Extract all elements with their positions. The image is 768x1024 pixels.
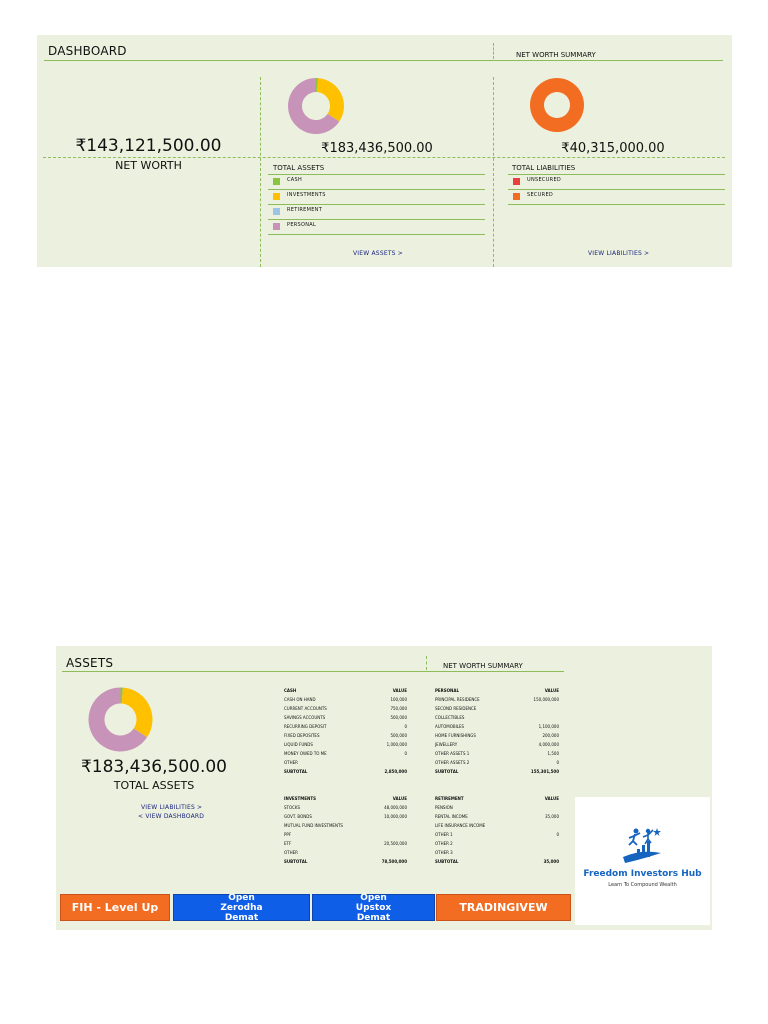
legend-label: RETIREMENT [287,207,323,213]
row-value[interactable]: 200,000 [542,733,559,738]
net-worth-value: ₹143,121,500.00 [75,136,222,156]
row-value[interactable]: 1,000,000 [386,742,407,747]
row-label: RETIREMENT [435,796,464,801]
table-row [284,803,407,812]
row-value[interactable]: 150,000,000 [533,697,559,702]
row-label: ETF [284,841,292,846]
table-row [435,713,559,722]
row-label: SUBTOTAL [284,859,308,864]
row-value[interactable]: 500,000 [390,733,407,738]
row-label: HOME FURNISHINGS [435,733,476,738]
row-label: PRINCIPAL RESIDENCE [435,697,480,702]
legend-item [268,205,485,220]
donut-slice-secured [530,78,584,132]
logo-name: Freedom Investors Hub [583,869,702,879]
row-label: OTHER 3 [435,850,453,855]
total-assets-label: TOTAL ASSETS [113,779,195,792]
legend-swatch [513,178,520,185]
row-label: PENSION [435,805,453,810]
divider [260,77,261,267]
table-row [284,857,407,866]
legend-label: CASH [287,177,303,183]
row-label: LIQUID FUNDS [284,742,313,747]
row-value[interactable]: 0 [556,832,559,837]
row-label: OTHER [284,850,298,855]
row-label: RENTAL INCOME [435,814,468,819]
table-row [284,749,407,758]
retirement-table [435,794,559,866]
row-value[interactable]: 35,000 [543,859,559,864]
total-assets-label: TOTAL ASSETS [273,164,325,172]
donut-slice-investments [317,78,344,121]
row-value[interactable]: VALUE [544,796,559,801]
logo-tagline: Learn To Compound Wealth [608,882,677,888]
table-row [284,830,407,839]
legend-item [268,175,485,190]
personal-table [435,686,559,776]
row-label: SUBTOTAL [284,769,308,774]
row-label: COLLECTIBLES [435,715,465,720]
table-row [284,740,407,749]
total-liabilities-value: ₹40,315,000.00 [561,141,665,156]
table-row [435,848,559,857]
divider [43,157,725,158]
view-liabilities-link[interactable]: VIEW LIABILITIES > [588,250,650,257]
row-label: OTHER 1 [435,832,453,837]
row-label: OTHER ASSETS 1 [435,751,470,756]
table-row [284,731,407,740]
logo-box [575,797,710,925]
divider [426,656,427,670]
total-assets-value: ₹183,436,500.00 [80,757,227,777]
row-value[interactable]: 1,500 [547,751,559,756]
table-row [435,857,559,866]
legend-item [508,190,725,205]
legend-label: UNSECURED [527,177,562,183]
legend-swatch [273,208,280,215]
legend-swatch [273,178,280,185]
row-label: SECOND RESIDENCE [435,706,477,711]
row-label: RECURRING DEPOSIT [284,724,327,729]
net-worth-label: NET WORTH [115,159,182,172]
row-value[interactable]: 78,500,000 [381,859,407,864]
divider [493,77,494,267]
row-label: GOVT. BONDS [284,814,312,819]
view-assets-link[interactable]: VIEW ASSETS > [353,250,404,257]
legend-swatch [273,223,280,230]
row-label: SUBTOTAL [435,769,459,774]
row-label: SUBTOTAL [435,859,459,864]
row-label: INVESTMENTS [284,796,316,801]
table-row [435,803,559,812]
legend-swatch [513,193,520,200]
legend-item [268,220,485,235]
total-liabilities-label: TOTAL LIABILITIES [512,164,576,172]
legend-swatch [273,193,280,200]
table-row [284,695,407,704]
row-label: LIFE INSURANCE INCOME [435,823,486,828]
row-value[interactable]: VALUE [392,688,407,693]
row-value[interactable]: VALUE [392,796,407,801]
assets-donut-chart [286,76,346,136]
row-value[interactable]: 500,000 [390,715,407,720]
table-row [435,740,559,749]
row-label: CASH [284,688,297,693]
row-value[interactable]: 100,000 [390,697,407,702]
table-row [284,794,407,803]
table-row [284,848,407,857]
row-label: STOCKS [284,805,301,810]
open-zerodha-demat-button[interactable]: Open Zerodha Demat [173,894,310,921]
row-value[interactable]: VALUE [544,688,559,693]
table-row [435,794,559,803]
table-row [284,722,407,731]
table-row [284,839,407,848]
liabilities-donut-chart [528,76,586,134]
row-value[interactable]: 1,100,000 [538,724,559,729]
table-row [435,686,559,695]
row-label: AUTOMOBILES [435,724,465,729]
row-value[interactable]: 155,301,500 [530,769,559,774]
row-value[interactable]: 0 [404,751,407,756]
divider [493,43,494,59]
row-value[interactable]: 2,850,000 [384,769,407,774]
table-row [435,767,559,776]
freedom-investors-hub-logo-icon [621,827,663,865]
assets-title: ASSETS [66,656,114,670]
table-row [435,830,559,839]
table-row [435,758,559,767]
view-liabilities-link[interactable]: VIEW LIABILITIES > [141,804,203,811]
row-label: MONEY OWED TO ME [284,751,327,756]
dashboard-title: DASHBOARD [48,44,127,58]
cash-table [284,686,407,776]
assets-panel [56,646,712,930]
row-label: OTHER [284,760,298,765]
table-row [284,812,407,821]
dashboard-panel [37,35,732,267]
net-worth-summary-label: NET WORTH SUMMARY [443,662,523,670]
row-label: PERSONAL [435,688,460,693]
title-underline [62,671,564,672]
legend-label: INVESTMENTS [287,192,326,198]
view-dashboard-link[interactable]: < VIEW DASHBOARD [138,813,205,820]
row-value[interactable]: 35,000 [545,814,559,819]
row-label: OTHER ASSETS 2 [435,760,470,765]
table-row [435,695,559,704]
table-row [435,839,559,848]
table-row [284,767,407,776]
row-label: SAVINGS ACCOUNTS [284,715,326,720]
table-row [284,713,407,722]
row-value[interactable]: 4,000,000 [538,742,559,747]
table-row [435,821,559,830]
row-label: MUTUAL FUND INVESTMENTS [284,823,343,828]
row-value[interactable]: 10,000,000 [384,814,407,819]
legend-label: PERSONAL [287,222,317,228]
total-assets-value: ₹183,436,500.00 [321,141,433,156]
table-row [435,749,559,758]
row-value[interactable]: 20,500,000 [384,841,407,846]
table-row [284,686,407,695]
table-row [284,704,407,713]
legend-label: SECURED [527,192,554,198]
table-row [435,812,559,821]
table-row [435,704,559,713]
net-worth-summary-label: NET WORTH SUMMARY [516,51,596,59]
title-underline [44,60,723,61]
row-label: JEWELLERY [435,742,458,747]
tradingview-button[interactable]: TRADINGIVEW [436,894,571,921]
row-label: FIXED DEPOSITES [284,733,320,738]
open-upstox-demat-button[interactable]: Open Upstox Demat [312,894,435,921]
legend-item [508,175,725,190]
assets-donut-chart [87,686,154,753]
row-value[interactable]: 750,000 [390,706,407,711]
row-label: CURRENT ACCOUNTS [284,706,327,711]
table-row [284,758,407,767]
row-label: PPF [284,832,292,837]
row-value[interactable]: 0 [556,760,559,765]
table-row [284,821,407,830]
row-value[interactable]: 48,000,000 [384,805,407,810]
table-row [435,731,559,740]
legend-item [268,190,485,205]
row-value[interactable]: 0 [404,724,407,729]
fih-level-up-button[interactable]: FIH - Level Up [60,894,170,921]
row-label: CASH ON HAND [284,697,316,702]
investments-table [284,794,407,866]
donut-slice-investments [122,688,153,738]
table-row [435,722,559,731]
row-label: OTHER 2 [435,841,453,846]
